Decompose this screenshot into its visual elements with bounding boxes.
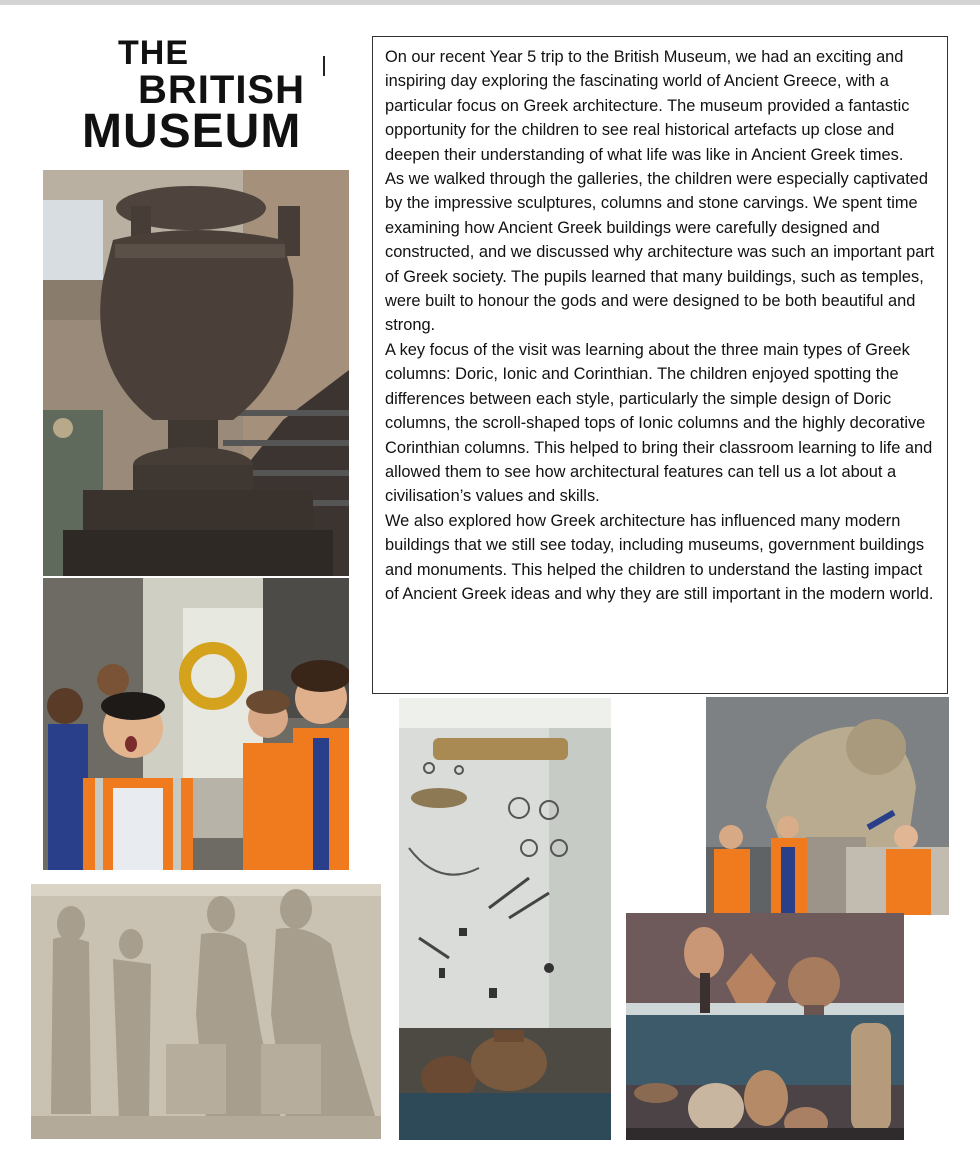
british-museum-logo xyxy=(82,34,322,158)
logo-line-british: BRITISH xyxy=(138,68,305,112)
article-text-box[interactable] xyxy=(372,36,948,694)
photo-figurines-display-case xyxy=(626,913,904,1140)
article-paragraph: We also explored how Greek architecture has influenced many modern buildings that we still see today, including museums, government buildings and monuments. This helped the children to understand the lasting impact of Ancient Greek ideas and why they are still important in the modern world. xyxy=(385,511,934,603)
photo-marble-frieze xyxy=(31,884,381,1139)
photo-greek-vase xyxy=(43,170,349,576)
photo-jewellery-display-case xyxy=(399,698,611,1140)
article-paragraph: On our recent Year 5 trip to the British Museum, we had an exciting and inspiring day exploring the fascinating world of Ancient Greece, with a particular focus on Greek architecture. The museum provided a fantastic opportunity for the children to see real historical artefacts up close and deepen their understanding of what life was like in Ancient Greek times. xyxy=(385,48,910,164)
photo-children-stone-lion xyxy=(706,697,949,915)
logo-line-the: THE xyxy=(118,34,189,72)
photo-children-gold-wreath xyxy=(43,578,349,870)
top-edge-bar xyxy=(0,0,980,5)
article-paragraph: A key focus of the visit was learning about the three main types of Greek columns: Doric, Ionic and Corinthian. The children enjoyed spotting the differences between each style, particularly the simple design of Doric columns, the scroll-shaped tops of Ionic columns and the highly decorative Corinthian columns. This helped to bring their classroom learning to life and allowed them to see how architectural features can tell us a lot about a civilisation’s values and skills. xyxy=(385,340,933,506)
logo-line-museum: MUSEUM xyxy=(82,105,302,158)
text-cursor xyxy=(323,56,325,76)
article-paragraph: As we walked through the galleries, the children were especially captivated by the impressive sculptures, columns and stone carvings. We spent time examining how Ancient Greek buildings were carefully designed and constructed, and we discussed why architecture was such an important part of Greek society. The pupils learned that many buildings, such as temples, were built to honour the gods and were designed to be both beautiful and strong. xyxy=(385,170,935,335)
